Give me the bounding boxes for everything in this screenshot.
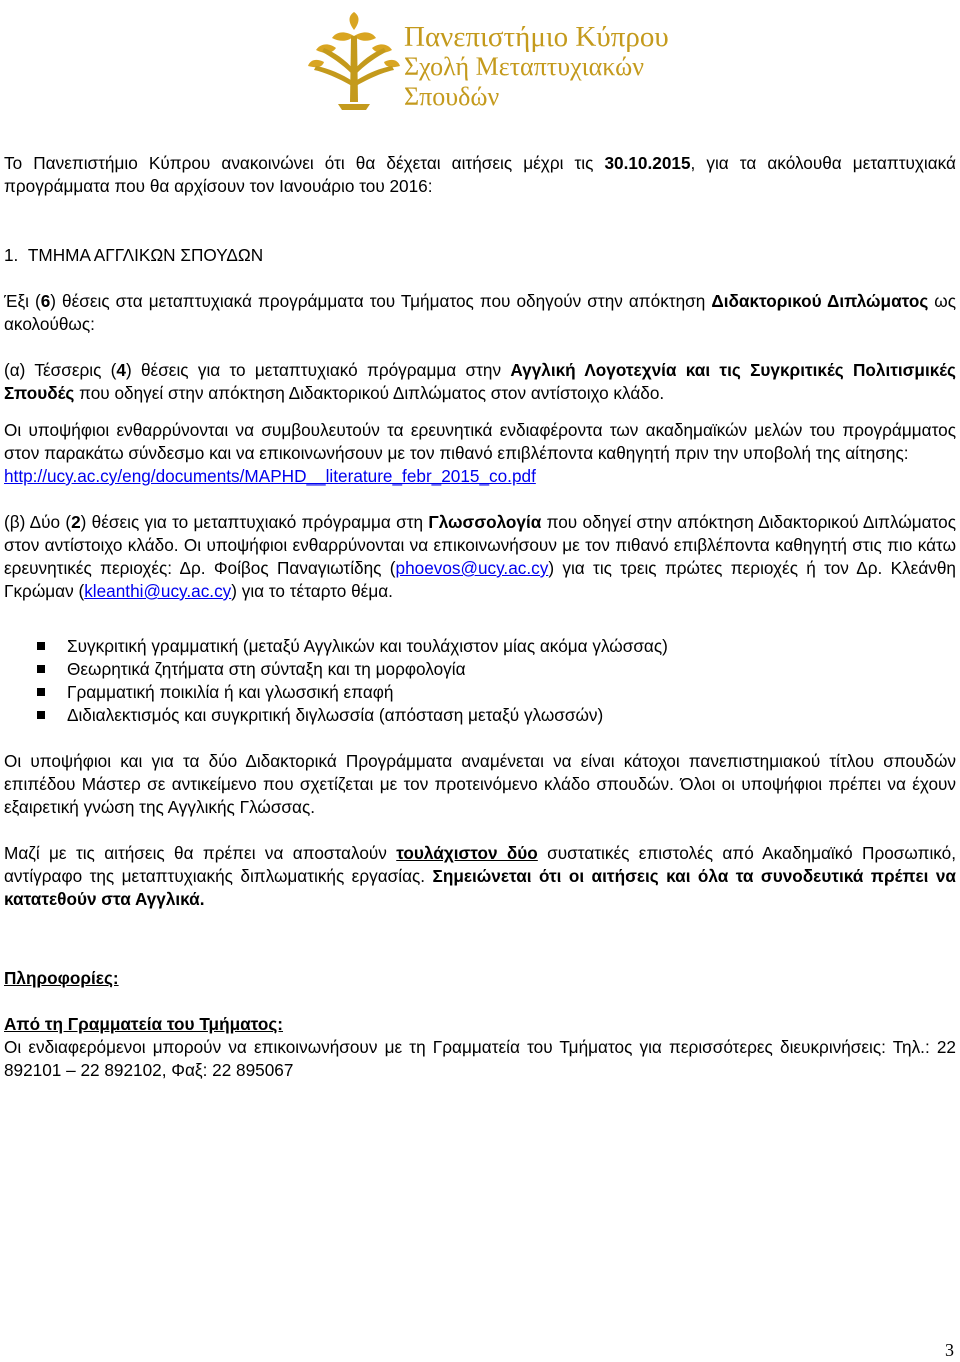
- square-bullet-icon: [37, 665, 45, 673]
- program-document-link[interactable]: http://ucy.ac.cy/eng/documents/MAPHD__literature_febr_2015_co.pdf: [4, 466, 536, 486]
- intro-text-end: , για τα ακόλουθα μεταπτυχιακά προγράμματα που θα αρχίσουν τον Ιανουάριο του 2016:: [4, 153, 956, 196]
- university-logo: [308, 12, 678, 112]
- bold-degree: Διδακτορικού Διπλώματος: [711, 291, 929, 311]
- topic-text: Θεωρητικά ζητήματα στη σύνταξη και τη μορφολογία: [67, 659, 466, 679]
- announcement-body: [4, 152, 956, 1082]
- section-title: [4, 244, 956, 267]
- square-bullet-icon: [37, 642, 45, 650]
- research-topics-list: [4, 635, 956, 727]
- square-bullet-icon: [37, 711, 45, 719]
- tree-logo-icon: [308, 12, 400, 112]
- text: που οδηγεί στην απόκτηση Διδακτορικού Διπλώματος στον αντίστοιχο κλάδο.: [74, 383, 665, 403]
- text: συστατικές επιστολές από Ακαδημαϊκό Προσωπικό, αντίγραφο της μεταπτυχιακής διπλωματικής εργασίας.: [4, 843, 956, 886]
- list-item: [4, 704, 956, 727]
- bold-program-name: Αγγλική Λογοτεχνία και τις Συγκριτικές Πολιτισμικές Σπουδές: [4, 360, 956, 403]
- text: ) για τις τρεις πρώτες περιοχές ή τον Δρ. Κλεάνθη Γκρώμαν (: [4, 558, 956, 601]
- section-number: 1.: [4, 245, 19, 265]
- topic-text: Γραμματική ποικιλία ή και γλωσσική επαφή: [67, 682, 394, 702]
- list-item: [4, 681, 956, 704]
- info-heading-text: Πληροφορίες:: [4, 968, 119, 988]
- text: ) θέσεις για το μεταπτυχιακό πρόγραμμα στη: [80, 512, 429, 532]
- positions-paragraph: [4, 290, 956, 336]
- deadline-date: 30.10.2015: [604, 153, 691, 173]
- bold-number: 6: [40, 291, 51, 311]
- requirements-paragraph: Οι υποψήφιοι και για τα δύο Διδακτορικά Προγράμματα αναμένεται να είναι κάτοχοι πανεπιστημιακού τίτλου σπουδών επιπέδου Μάστερ σε αντικείμενο που σχετίζεται με τον προτεινόμενο κλάδο σπουδών. Όλοι οι υποψήφιοι πρέπει να έχουν εξαιρετική γνώση της Αγγλικής Γλώσσας.: [4, 751, 956, 817]
- info-heading: [4, 967, 956, 990]
- bold-underlined-text: τουλάχιστον δύο: [396, 843, 538, 863]
- program-a-paragraph: [4, 359, 956, 405]
- square-bullet-icon: [37, 688, 45, 696]
- bold-note: Σημειώνεται ότι οι αιτήσεις και όλα τα συνοδευτικά πρέπει να κατατεθούν στα Αγγλικά.: [4, 866, 956, 909]
- bold-number: 4: [116, 360, 126, 380]
- text: ) για το τέταρτο θέμα.: [231, 581, 393, 601]
- letters-paragraph: [4, 842, 956, 911]
- list-item: [4, 658, 956, 681]
- text: ως ακολούθως:: [4, 291, 956, 334]
- intro-text: Το Πανεπιστήμιο Κύπρου ανακοινώνει ότι θα δέχεται αιτήσεις μέχρι τις: [4, 153, 605, 173]
- email-link-phoevos[interactable]: phoevos@ucy.ac.cy: [395, 558, 549, 578]
- bold-program-name: Γλωσσολογία: [428, 512, 542, 532]
- secretariat-heading: [4, 1013, 956, 1036]
- list-item: [4, 635, 956, 658]
- section-title-text: ΤΜΗΜΑ ΑΓΓΛΙΚΩΝ ΣΠΟΥΔΩΝ: [27, 245, 264, 265]
- email-link-kleanthi[interactable]: kleanthi@ucy.ac.cy: [84, 581, 232, 601]
- topic-text: Συγκριτική γραμματική (μεταξύ Αγγλικών και τουλάχιστον μίας ακόμα γλώσσας): [67, 636, 668, 656]
- candidates-paragraph: [4, 419, 956, 488]
- secretariat-heading-text: Από τη Γραμματεία του Τμήματος:: [4, 1014, 284, 1034]
- text: (α) Τέσσερις (: [4, 360, 117, 380]
- logo-text: [404, 22, 669, 112]
- bold-number: 2: [71, 512, 81, 532]
- program-b-paragraph: [4, 511, 956, 603]
- text: Μαζί με τις αιτήσεις θα πρέπει να αποσταλούν: [4, 843, 397, 863]
- text: που οδηγεί στην απόκτηση Διδακτορικού Διπλώματος στον αντίστοιχο κλάδο. Οι υποψήφιοι ενθαρρύνονται να επικοινωνήσουν με τον πιθανό επιβλέποντα καθηγητή στις πιο κάτω ερευνητικές περιοχές: Δρ. Φοίβος Παναγιωτίδης (: [4, 512, 956, 578]
- contact-paragraph: Οι ενδιαφερόμενοι μπορούν να επικοινωνήσουν με τη Γραμματεία του Τμήματος για περισσότερες διευκρινήσεις: Τηλ.: 22 892101 – 22 892102, Φαξ: 22 895067: [4, 1037, 956, 1080]
- topic-text: Διδιαλεκτισμός και συγκριτική διγλωσσία (απόσταση μεταξύ γλωσσών): [67, 705, 604, 725]
- university-name: Πανεπιστήμιο Κύπρου: [404, 21, 669, 53]
- text: Έξι (: [4, 291, 41, 311]
- school-name-line2: Σπουδών: [404, 82, 500, 111]
- text: Οι υποψήφιοι ενθαρρύνονται να συμβουλευτούν τα ερευνητικά ενδιαφέροντα των ακαδημαϊκών μελών του προγράμματος στον παρακάτω σύνδεσμο και να επικοινωνήσουν με τον πιθανό επιβλέποντα καθηγητή πριν την υποβολή της αίτησης:: [4, 420, 956, 463]
- text: ) θέσεις για το μεταπτυχιακό πρόγραμμα στην: [125, 360, 511, 380]
- text: (β) Δύο (: [4, 512, 72, 532]
- page-number: 3: [945, 1340, 954, 1360]
- school-name: Σχολή Μεταπτυχιακών: [404, 52, 645, 81]
- intro-paragraph: [4, 152, 956, 198]
- text: ) θέσεις στα μεταπτυχιακά προγράμματα του Τμήματος που οδηγούν στην απόκτηση: [50, 291, 712, 311]
